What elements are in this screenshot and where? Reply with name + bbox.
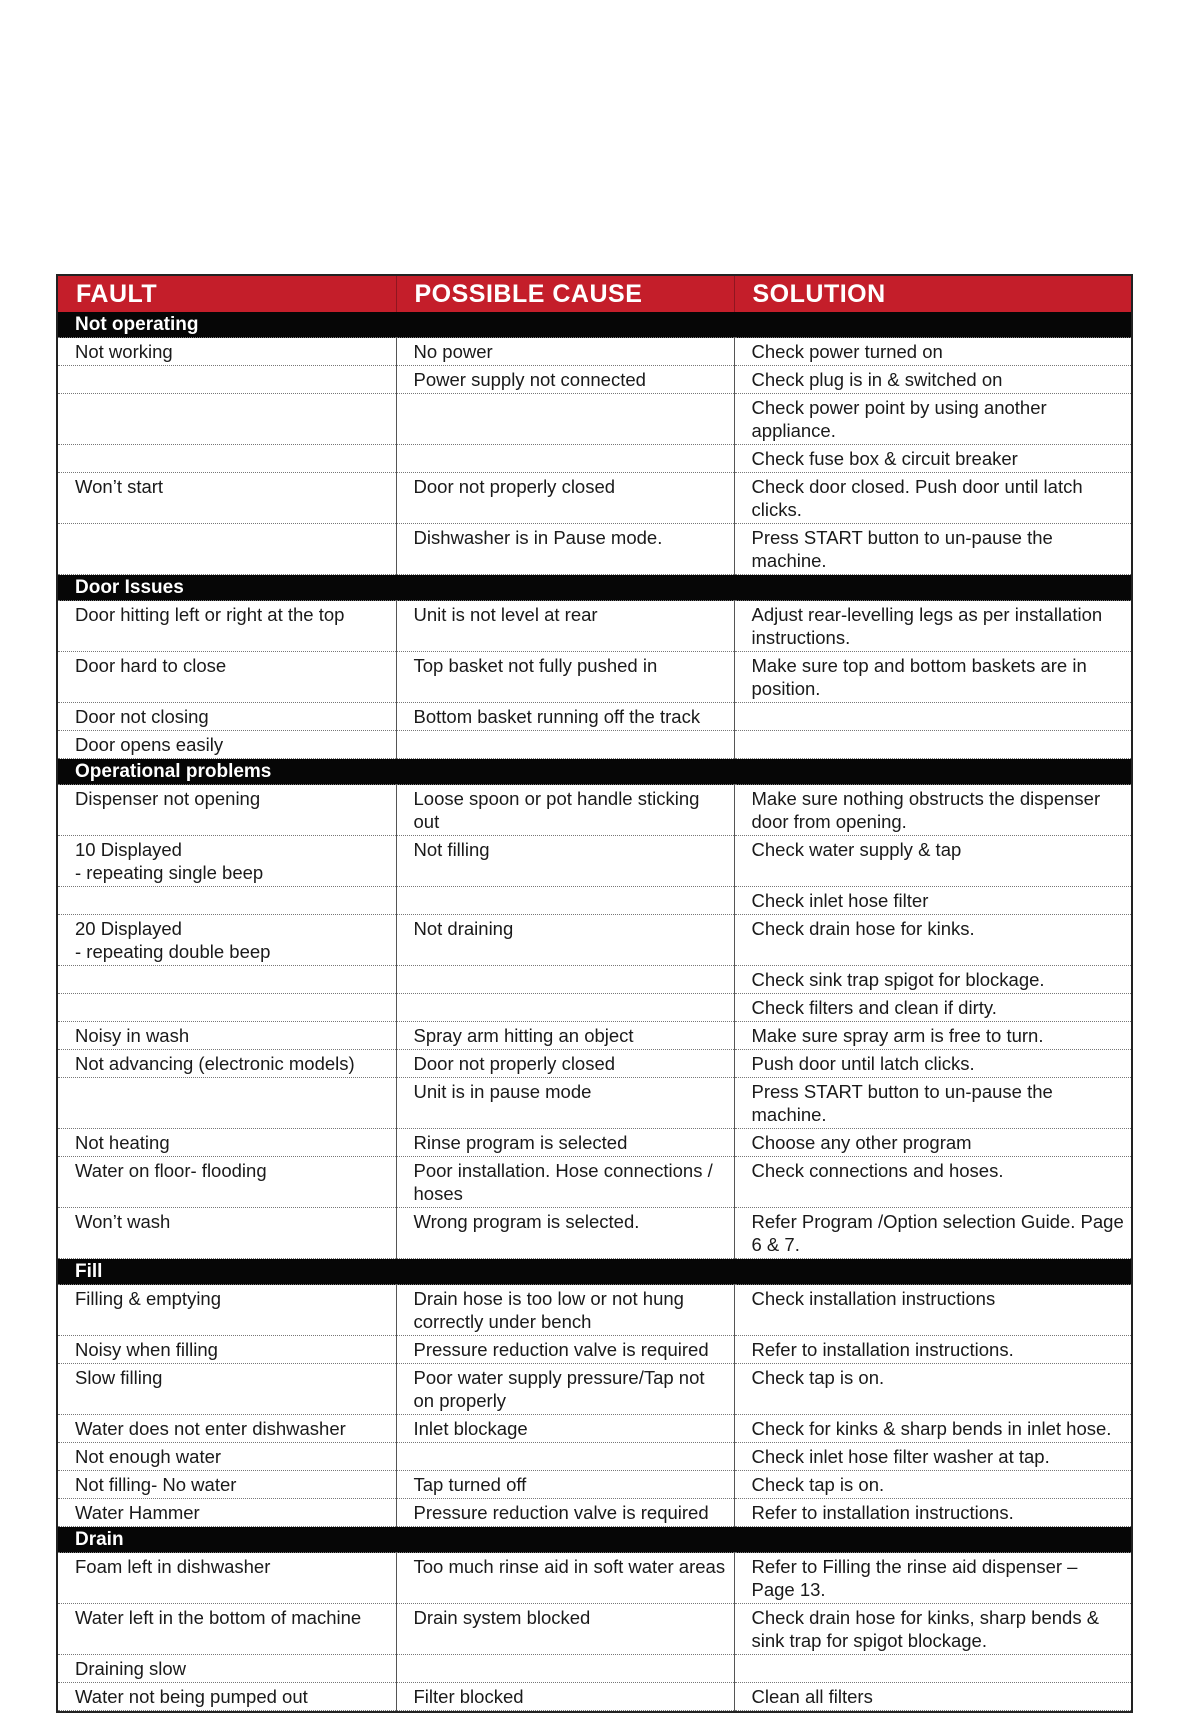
solution-cell: Refer to Filling the rinse aid dispenser – Page 13.	[734, 1553, 1131, 1604]
fault-cell	[58, 994, 396, 1022]
cause-cell: Drain hose is too low or not hung correctly under bench	[396, 1285, 734, 1336]
solution-cell: Check power point by using another appliance.	[734, 394, 1131, 445]
table-row	[58, 473, 1131, 524]
table-row	[58, 338, 1131, 366]
fault-cell: 20 Displayed - repeating double beep	[58, 915, 396, 966]
table-row	[58, 1655, 1131, 1683]
fault-cell: Not advancing (electronic models)	[58, 1050, 396, 1078]
fault-cell: Door opens easily	[58, 731, 396, 759]
section-title: Door Issues	[58, 575, 1131, 601]
cause-cell: No power	[396, 338, 734, 366]
table-row	[58, 966, 1131, 994]
fault-cell: Water does not enter dishwasher	[58, 1415, 396, 1443]
solution-cell	[734, 703, 1131, 731]
table-row	[58, 394, 1131, 445]
cause-cell: Not filling	[396, 836, 734, 887]
table-row	[58, 1336, 1131, 1364]
solution-cell: Make sure nothing obstructs the dispenser door from opening.	[734, 785, 1131, 836]
fault-cell: Water Hammer	[58, 1499, 396, 1527]
table-row	[58, 731, 1131, 759]
cause-cell	[396, 1655, 734, 1683]
section-title: Fill	[58, 1259, 1131, 1285]
solution-cell: Press START button to un-pause the machine.	[734, 1078, 1131, 1129]
solution-cell: Check filters and clean if dirty.	[734, 994, 1131, 1022]
solution-cell: Make sure spray arm is free to turn.	[734, 1022, 1131, 1050]
section-header-row	[58, 575, 1131, 601]
table-row	[58, 887, 1131, 915]
fault-cell: Won’t start	[58, 473, 396, 524]
fault-cell: Draining slow	[58, 1655, 396, 1683]
fault-cell: Noisy when filling	[58, 1336, 396, 1364]
fault-cell: Door hitting left or right at the top	[58, 601, 396, 652]
cause-cell: Inlet blockage	[396, 1415, 734, 1443]
table-row	[58, 1471, 1131, 1499]
table-row	[58, 703, 1131, 731]
section-header-row	[58, 312, 1131, 338]
solution-cell: Refer to installation instructions.	[734, 1336, 1131, 1364]
table-row	[58, 994, 1131, 1022]
fault-cell: Dispenser not opening	[58, 785, 396, 836]
header-row	[58, 276, 1131, 312]
solution-cell: Refer Program /Option selection Guide. Page 6 & 7.	[734, 1208, 1131, 1259]
fault-cell	[58, 445, 396, 473]
solution-cell: Check tap is on.	[734, 1471, 1131, 1499]
solution-cell: Check inlet hose filter	[734, 887, 1131, 915]
fault-cell: Not filling- No water	[58, 1471, 396, 1499]
fault-cell	[58, 394, 396, 445]
solution-cell: Refer to installation instructions.	[734, 1499, 1131, 1527]
cause-cell: Dishwasher is in Pause mode.	[396, 524, 734, 575]
cause-cell: Poor installation. Hose connections / hoses	[396, 1157, 734, 1208]
cause-cell: Not draining	[396, 915, 734, 966]
table-row	[58, 1364, 1131, 1415]
cause-cell: Rinse program is selected	[396, 1129, 734, 1157]
solution-cell: Push door until latch clicks.	[734, 1050, 1131, 1078]
fault-cell: Filling & emptying	[58, 1285, 396, 1336]
fault-cell: Not enough water	[58, 1443, 396, 1471]
solution-cell: Press START button to un-pause the machine.	[734, 524, 1131, 575]
section-header-row	[58, 759, 1131, 785]
table-row	[58, 836, 1131, 887]
cause-cell: Filter blocked	[396, 1683, 734, 1711]
table-row	[58, 652, 1131, 703]
fault-cell: Door not closing	[58, 703, 396, 731]
solution-cell	[734, 1655, 1131, 1683]
cause-cell: Poor water supply pressure/Tap not on properly	[396, 1364, 734, 1415]
solution-cell: Make sure top and bottom baskets are in position.	[734, 652, 1131, 703]
cause-cell: Wrong program is selected.	[396, 1208, 734, 1259]
header-solution: SOLUTION	[734, 276, 1131, 312]
fault-table	[58, 276, 1131, 1711]
table-row	[58, 1208, 1131, 1259]
table-row	[58, 1553, 1131, 1604]
troubleshooting-table	[56, 274, 1133, 1713]
fault-cell: 10 Displayed - repeating single beep	[58, 836, 396, 887]
cause-cell	[396, 994, 734, 1022]
solution-cell: Check connections and hoses.	[734, 1157, 1131, 1208]
solution-cell: Check fuse box & circuit breaker	[734, 445, 1131, 473]
section-header-row	[58, 1527, 1131, 1553]
table-row	[58, 1415, 1131, 1443]
solution-cell: Adjust rear-levelling legs as per installation instructions.	[734, 601, 1131, 652]
table-row	[58, 1157, 1131, 1208]
fault-cell: Door hard to close	[58, 652, 396, 703]
fault-cell	[58, 524, 396, 575]
solution-cell: Check power turned on	[734, 338, 1131, 366]
cause-cell: Top basket not fully pushed in	[396, 652, 734, 703]
section-title: Operational problems	[58, 759, 1131, 785]
table-row	[58, 1604, 1131, 1655]
section-title: Drain	[58, 1527, 1131, 1553]
cause-cell: Power supply not connected	[396, 366, 734, 394]
fault-cell: Water on floor- flooding	[58, 1157, 396, 1208]
solution-cell: Check water supply & tap	[734, 836, 1131, 887]
table-row	[58, 785, 1131, 836]
solution-cell	[734, 731, 1131, 759]
solution-cell: Check sink trap spigot for blockage.	[734, 966, 1131, 994]
cause-cell: Pressure reduction valve is required	[396, 1499, 734, 1527]
solution-cell: Check inlet hose filter washer at tap.	[734, 1443, 1131, 1471]
cause-cell: Drain system blocked	[396, 1604, 734, 1655]
solution-cell: Check tap is on.	[734, 1364, 1131, 1415]
fault-cell: Not working	[58, 338, 396, 366]
table-row	[58, 1078, 1131, 1129]
fault-cell: Noisy in wash	[58, 1022, 396, 1050]
fault-cell: Water not being pumped out	[58, 1683, 396, 1711]
fault-cell	[58, 966, 396, 994]
cause-cell	[396, 887, 734, 915]
fault-cell: Slow filling	[58, 1364, 396, 1415]
cause-cell: Pressure reduction valve is required	[396, 1336, 734, 1364]
cause-cell: Door not properly closed	[396, 473, 734, 524]
fault-cell	[58, 1078, 396, 1129]
cause-cell: Spray arm hitting an object	[396, 1022, 734, 1050]
section-header-row	[58, 1259, 1131, 1285]
section-title: Not operating	[58, 312, 1131, 338]
solution-cell: Check door closed. Push door until latch clicks.	[734, 473, 1131, 524]
cause-cell: Tap turned off	[396, 1471, 734, 1499]
solution-cell: Choose any other program	[734, 1129, 1131, 1157]
table-row	[58, 366, 1131, 394]
cause-cell: Loose spoon or pot handle sticking out	[396, 785, 734, 836]
table-row	[58, 1499, 1131, 1527]
solution-cell: Check plug is in & switched on	[734, 366, 1131, 394]
fault-cell: Foam left in dishwasher	[58, 1553, 396, 1604]
table-row	[58, 1050, 1131, 1078]
cause-cell	[396, 1443, 734, 1471]
header-possible-cause: POSSIBLE CAUSE	[396, 276, 734, 312]
solution-cell: Check drain hose for kinks.	[734, 915, 1131, 966]
table-row	[58, 1443, 1131, 1471]
cause-cell: Unit is in pause mode	[396, 1078, 734, 1129]
table-row	[58, 1129, 1131, 1157]
solution-cell: Check for kinks & sharp bends in inlet hose.	[734, 1415, 1131, 1443]
cause-cell	[396, 445, 734, 473]
fault-cell	[58, 366, 396, 394]
solution-cell: Check drain hose for kinks, sharp bends & sink trap for spigot blockage.	[734, 1604, 1131, 1655]
table-row	[58, 524, 1131, 575]
fault-cell	[58, 887, 396, 915]
fault-cell: Not heating	[58, 1129, 396, 1157]
table-row	[58, 1022, 1131, 1050]
fault-cell: Water left in the bottom of machine	[58, 1604, 396, 1655]
table-row	[58, 915, 1131, 966]
cause-cell: Door not properly closed	[396, 1050, 734, 1078]
solution-cell: Check installation instructions	[734, 1285, 1131, 1336]
cause-cell	[396, 731, 734, 759]
fault-cell: Won’t wash	[58, 1208, 396, 1259]
table-row	[58, 445, 1131, 473]
table-row	[58, 601, 1131, 652]
cause-cell	[396, 394, 734, 445]
cause-cell: Bottom basket running off the track	[396, 703, 734, 731]
cause-cell	[396, 966, 734, 994]
header-fault: FAULT	[58, 276, 396, 312]
cause-cell: Too much rinse aid in soft water areas	[396, 1553, 734, 1604]
table-row	[58, 1683, 1131, 1711]
solution-cell: Clean all filters	[734, 1683, 1131, 1711]
cause-cell: Unit is not level at rear	[396, 601, 734, 652]
table-row	[58, 1285, 1131, 1336]
